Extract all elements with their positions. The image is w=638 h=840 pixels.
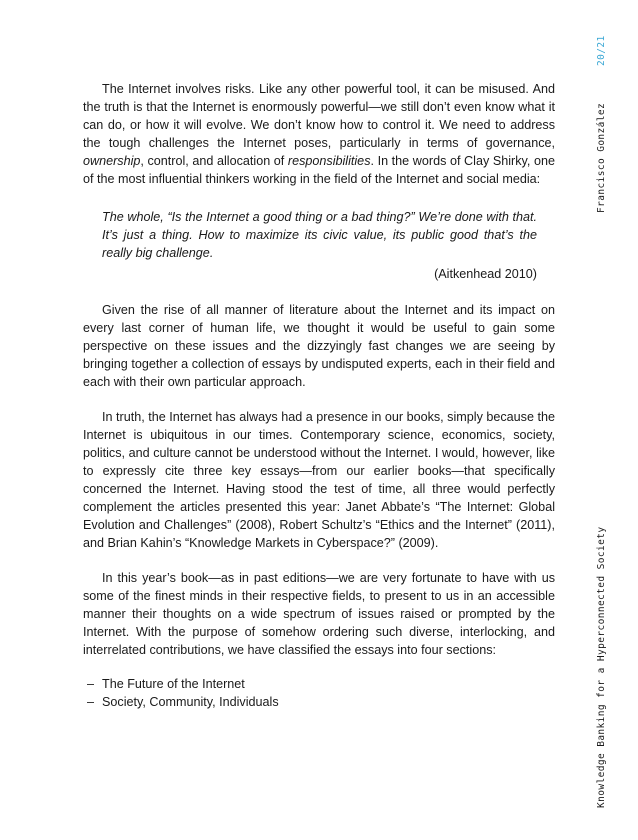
list-marker: – [87,695,95,709]
paragraph-intro [83,80,555,188]
sections-list [83,675,555,711]
intro-emphasis-ownership: ownership [83,154,141,168]
intro-emphasis-responsibilities: responsibilities [287,154,371,168]
quote-text: The whole, “Is the Internet a good thing or a bad thing?” We’re done with that. It’s just a thing. How to maximize its civic value, its public good that’s the really big challenge. [102,210,537,260]
list-item-label: The Future of the Internet [102,677,245,691]
page-number: 20/21 [596,35,607,66]
running-book-title: Knowledge Banking for a Hyperconnected Society [596,526,607,808]
list-item [87,693,555,711]
quote-citation: (Aitkenhead 2010) [434,267,537,281]
list-item-label: Society, Community, Individuals [102,695,279,709]
block-quote [102,208,537,283]
list-marker: – [87,677,95,691]
body-text [83,80,555,711]
paragraph-literature: Given the rise of all manner of literature about the Internet and its impact on every last corner of human life, we thought it would be useful to gain some perspective on these issues and the dizzyingly fast changes we are seeing by bringing together a collection of essays by undisputed experts, each in their field and each with their own particular approach. [83,303,555,389]
paragraph-this-year: In this year’s book—as in past editions—we are very fortunate to have with us some of the finest minds in their respective fields, to present to us in an accessible manner their thoughts on a wide spectrum of issues raised or prompted by the Internet. With the purpose of somehow ordering such diverse, interlocking, and interrelated contributions, we have classified the essays into four sections: [83,571,555,657]
paragraph-in-truth: In truth, the Internet has always had a presence in our books, simply because the Internet is ubiquitous in our times. Contemporary science, economics, society, politics, and culture cannot be understood without the Internet. I would, however, like to expressly cite three key essays—from our earlier books—that specifically concerned the Internet. Having stood the test of time, all three would perfectly complement the articles presented this year: Janet Abbate’s “The Internet: Global Evolution and Challenges” (2008), Robert Schultz’s “Ethics and the Internet” (2011), and Brian Kahin’s “Knowledge Markets in Cyberspace?” (2009). [83,410,555,550]
intro-text-middle: , control, and allocation of [140,154,288,168]
running-author: Francisco González [596,102,607,213]
intro-text-start: The Internet involves risks. Like any other powerful tool, it can be misused. And the truth is that the Internet is enormously powerful—we still don’t even know what it can do, or how it will evolve. We don’t know how to control it. We need to address the tough challenges the Internet poses, particularly in terms of governance, [83,82,555,150]
intro-text-end: . In the words of Clay Shirky, one of the most influential thinkers working in the field of the Internet and social media: [83,154,555,186]
list-item [87,675,555,693]
